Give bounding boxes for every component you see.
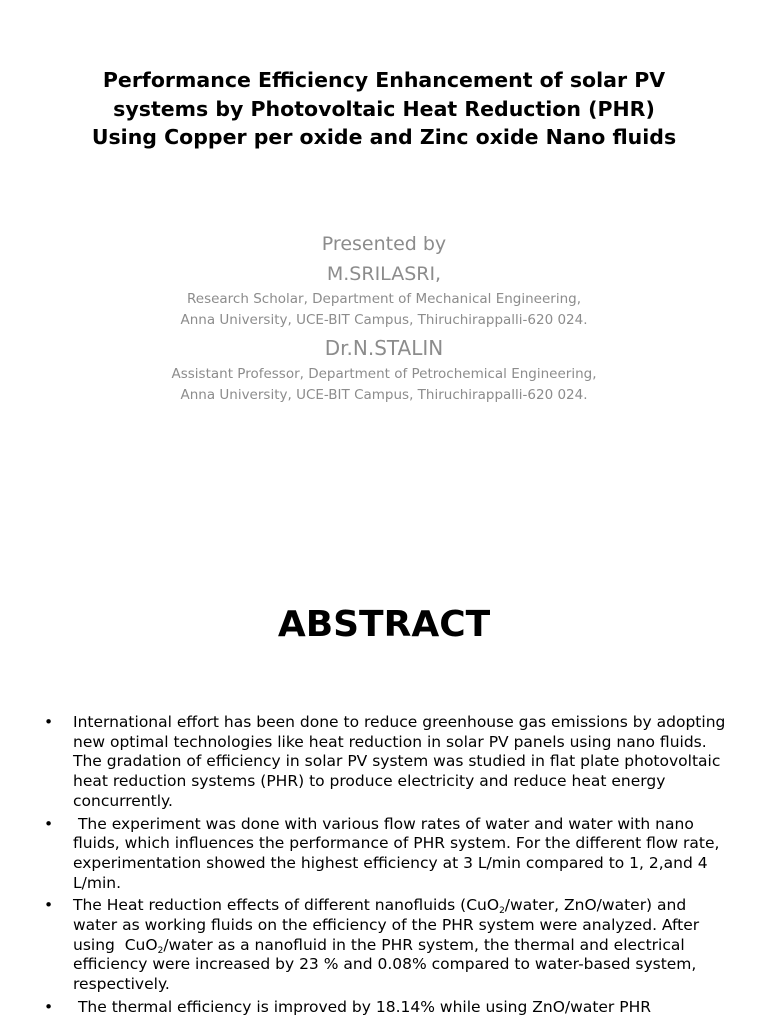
presented-by-label: Presented by <box>321 233 447 255</box>
subscript: 2 <box>499 906 505 917</box>
subscript: 2 <box>157 945 164 956</box>
title-line: Performance Efficiency Enhancement of solar PV <box>102 68 666 92</box>
bullet-text <box>73 896 704 993</box>
abstract-bullet-item <box>0 713 768 812</box>
bullet-icon: • <box>44 997 54 1016</box>
affiliation-line: Anna University, UCE-BIT Campus, Thiruchirappalli-620 024. <box>180 312 588 328</box>
bullet-icon: • <box>44 713 54 731</box>
abstract-heading: ABSTRACT <box>277 604 491 645</box>
bullet-text-segment: The Heat reduction effects of different nanofluids (CuO <box>73 896 500 915</box>
affiliation-line: Assistant Professor, Department of Petrochemical Engineering, <box>171 366 597 382</box>
bullet-text-segment: /water, ZnO/water) and water as working fluids on the efficiency of the PHR system were analyzed. After using CuO <box>73 896 705 954</box>
presenter-affiliation-srilasri <box>0 289 768 331</box>
presenter-name-stalin: Dr.N.STALIN <box>324 336 444 360</box>
abstract-bullet-item <box>0 896 768 995</box>
bullet-icon: • <box>44 896 54 915</box>
bullet-text-segment: /water as a nanofluid in the PHR system, the thermal and electrical efficiency were increased by 23 % and 0.08% compared to water-based system, respectively. <box>73 935 702 994</box>
presentation-title <box>24 66 744 152</box>
bullet-text: International effort has been done to reduce greenhouse gas emissions by adopting new optimal technologies like heat reduction in solar PV panels using nano fluids. The gradation of efficiency in solar PV system was studied in flat plate photovoltaic heat reduction systems (PHR) to produce electricity and reduce heat energy concurrently. <box>73 713 726 810</box>
affiliation-line: Anna University, UCE-BIT Campus, Thiruchirappalli-620 024. <box>180 387 588 403</box>
bullet-text: The thermal efficiency is improved by 18.14% while using ZnO/water PHR <box>73 997 651 1016</box>
abstract-bullet-item <box>0 815 768 894</box>
presenter-block <box>0 230 768 406</box>
presenter-affiliation-stalin <box>0 364 768 406</box>
abstract-bullet-item <box>0 998 768 1018</box>
title-line: systems by Photovoltaic Heat Reduction (PHR) <box>113 96 655 121</box>
abstract-bullet-list <box>0 713 768 1021</box>
title-line: Using Copper per oxide and Zinc oxide Nano fluids <box>91 125 677 149</box>
bullet-text: The experiment was done with various flow rates of water and water with nano fluids, which influences the performance of PHR system. For the different flow rate, experimentation showed the highest efficiency at 3 L/min compared to 1, 2,and 4 L/min. <box>73 814 725 892</box>
affiliation-line: Research Scholar, Department of Mechanical Engineering, <box>186 291 581 307</box>
presenter-name-srilasri: M.SRILASRI, <box>326 263 442 285</box>
bullet-icon: • <box>44 814 54 833</box>
